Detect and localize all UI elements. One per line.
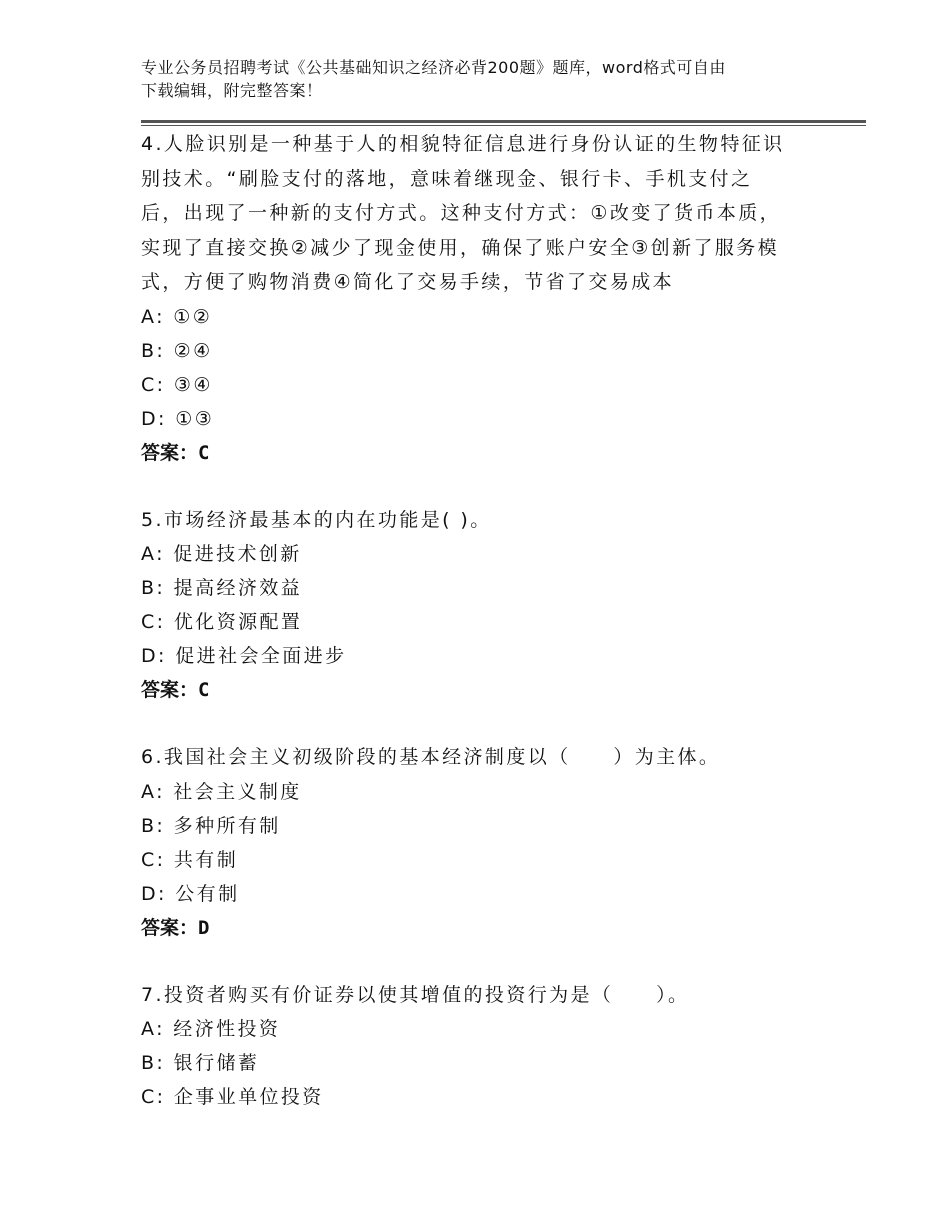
header-divider <box>141 120 866 123</box>
option-c: C: 企事业单位投资 <box>141 1086 324 1108</box>
question-stem <box>141 503 811 538</box>
question-spacer <box>141 945 811 978</box>
stem-line: 4.人脸识别是一种基于人的相貌特征信息进行身份认证的生物特征识 <box>141 133 785 155</box>
option-c: C: ③④ <box>141 373 213 396</box>
answer: 答案：D <box>141 916 210 939</box>
option-a: A: 促进技术创新 <box>141 543 302 565</box>
answer: 答案：C <box>141 679 210 701</box>
stem-line: 6.我国社会主义初级阶段的基本经济制度以（ ）为主体。 <box>141 746 721 768</box>
option-c: C: 优化资源配置 <box>141 611 303 633</box>
question-list <box>141 127 811 1114</box>
question-stem <box>141 978 811 1013</box>
option-d: D: 公有制 <box>141 882 240 905</box>
option-d: D: ①③ <box>141 407 215 430</box>
option-c: C: 共有制 <box>141 848 239 871</box>
stem-line: 5.市场经济最基本的内在功能是( )。 <box>141 508 492 531</box>
option-a: A: 社会主义制度 <box>141 780 302 803</box>
option-b: B: ②④ <box>141 339 213 362</box>
option-b: B: 多种所有制 <box>141 814 281 837</box>
stem-line: 实现了直接交换②减少了现金使用，确保了账户安全③创新了服务模 <box>141 236 780 259</box>
option-b: B: 银行储蓄 <box>141 1052 260 1074</box>
question-4 <box>141 127 811 470</box>
question-stem <box>141 740 811 775</box>
option-a: A: 经济性投资 <box>141 1018 281 1040</box>
question-5 <box>141 503 811 708</box>
option-d: D: 促进社会全面进步 <box>141 645 347 667</box>
stem-line: 后，出现了一种新的支付方式。这种支付方式：①改变了货币本质， <box>141 202 782 224</box>
question-stem <box>141 127 811 300</box>
header-line-2: 下载编辑，附完整答案！ <box>141 81 323 100</box>
question-6 <box>141 740 811 945</box>
stem-line: 别技术。“刷脸支付的落地，意味着继现金、银行卡、手机支付之 <box>141 167 753 190</box>
question-7 <box>141 978 811 1115</box>
answer: 答案：C <box>141 441 210 464</box>
stem-line: 7.投资者购买有价证券以使其增值的投资行为是（ ）。 <box>141 983 690 1006</box>
stem-line: 式，方便了购物消费④简化了交易手续，节省了交易成本 <box>141 271 675 293</box>
option-b: B: 提高经济效益 <box>141 577 303 599</box>
question-spacer <box>141 470 811 503</box>
document-header <box>141 56 811 102</box>
option-a: A: ①② <box>141 305 213 328</box>
header-line-1: 专业公务员招聘考试《公共基础知识之经济必背200题》题库，word格式可自由 <box>141 58 726 77</box>
header-divider-thin <box>141 125 866 126</box>
question-spacer <box>141 707 811 740</box>
